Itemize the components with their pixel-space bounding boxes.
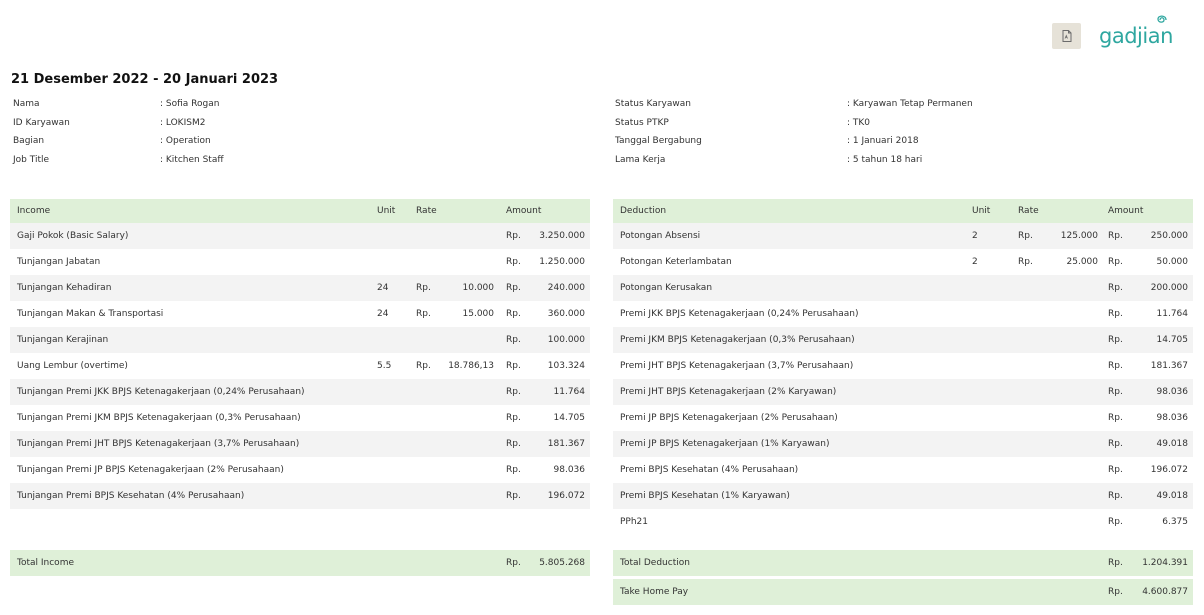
info-row bbox=[13, 135, 313, 154]
table-row bbox=[613, 379, 1193, 405]
currency-label: Rp. bbox=[506, 387, 521, 397]
item-name: Tunjangan Premi JP BPJS Ketenagakerjaan (2% Perusahaan) bbox=[17, 465, 284, 475]
item-amount: 11.764 bbox=[1156, 309, 1188, 319]
currency-label: Rp. bbox=[506, 309, 521, 319]
item-name: Tunjangan Premi JKK BPJS Ketenagakerjaan (0,24% Perusahaan) bbox=[17, 387, 305, 397]
item-amount: 49.018 bbox=[1156, 439, 1188, 449]
info-row bbox=[615, 117, 1015, 136]
unit-header: Unit bbox=[377, 206, 396, 216]
take-home-pay-row bbox=[613, 579, 1193, 605]
info-row bbox=[13, 154, 313, 173]
table-row bbox=[613, 301, 1193, 327]
item-amount: 14.705 bbox=[1156, 335, 1188, 345]
table-row bbox=[10, 379, 590, 405]
item-unit: 24 bbox=[377, 309, 389, 319]
currency-label: Rp. bbox=[1108, 491, 1123, 501]
item-rate: 18.786,13 bbox=[448, 361, 494, 371]
info-label: Status PTKP bbox=[615, 117, 669, 128]
currency-label: Rp. bbox=[1108, 517, 1123, 527]
currency-label: Rp. bbox=[1108, 439, 1123, 449]
currency-label: Rp. bbox=[1108, 413, 1123, 423]
currency-label: Rp. bbox=[1108, 387, 1123, 397]
item-amount: 250.000 bbox=[1150, 231, 1188, 241]
currency-label: Rp. bbox=[1108, 309, 1123, 319]
item-amount: 196.072 bbox=[1150, 465, 1188, 475]
table-row bbox=[613, 483, 1193, 509]
table-row bbox=[10, 457, 590, 483]
item-amount: 196.072 bbox=[547, 491, 585, 501]
info-row bbox=[615, 135, 1015, 154]
info-value: : LOKISM2 bbox=[160, 117, 206, 128]
info-label: Status Karyawan bbox=[615, 99, 691, 109]
currency-label: Rp. bbox=[506, 558, 521, 568]
currency-label: Rp. bbox=[506, 413, 521, 423]
currency-label: Rp. bbox=[506, 283, 521, 293]
item-name: PPh21 bbox=[620, 517, 649, 527]
info-row bbox=[615, 98, 1015, 117]
item-amount: 181.367 bbox=[547, 439, 585, 449]
total-income-row bbox=[10, 550, 590, 576]
currency-label: Rp. bbox=[416, 309, 431, 319]
table-row bbox=[10, 431, 590, 457]
currency-label: Rp. bbox=[506, 465, 521, 475]
total-deduction-row bbox=[613, 550, 1193, 576]
income-table bbox=[10, 199, 590, 509]
table-row bbox=[10, 301, 590, 327]
item-unit: 5.5 bbox=[377, 361, 392, 371]
item-name: Premi JP BPJS Ketenagakerjaan (2% Perusahaan) bbox=[620, 413, 838, 423]
info-value: : Sofia Rogan bbox=[160, 99, 220, 109]
item-amount: 98.036 bbox=[1156, 413, 1188, 423]
item-unit: 24 bbox=[377, 283, 389, 293]
deduction-table-header bbox=[613, 199, 1193, 223]
item-amount: 3.250.000 bbox=[539, 231, 585, 241]
item-name: Potongan Kerusakan bbox=[620, 283, 713, 293]
table-row bbox=[10, 353, 590, 379]
table-row bbox=[613, 249, 1193, 275]
info-value: : Kitchen Staff bbox=[160, 154, 224, 165]
amount-header: Amount bbox=[1108, 206, 1144, 216]
table-row bbox=[10, 405, 590, 431]
info-value: : TK0 bbox=[847, 117, 871, 128]
table-row bbox=[10, 327, 590, 353]
currency-label: Rp. bbox=[1108, 231, 1123, 241]
item-amount: 11.764 bbox=[553, 387, 585, 397]
item-name: Gaji Pokok (Basic Salary) bbox=[17, 231, 129, 241]
item-amount: 14.705 bbox=[553, 413, 585, 423]
item-name: Premi JHT BPJS Ketenagakerjaan (3,7% Perusahaan) bbox=[620, 361, 854, 371]
info-value: : Operation bbox=[160, 136, 211, 146]
info-value: : 5 tahun 18 hari bbox=[847, 154, 923, 165]
item-name: Premi BPJS Kesehatan (1% Karyawan) bbox=[620, 491, 790, 501]
item-name: Tunjangan Premi JKM BPJS Ketenagakerjaan (0,3% Perusahaan) bbox=[17, 413, 301, 423]
currency-label: Rp. bbox=[1108, 257, 1123, 267]
table-row bbox=[10, 223, 590, 249]
table-row bbox=[10, 275, 590, 301]
item-name: Premi JKK BPJS Ketenagakerjaan (0,24% Perusahaan) bbox=[620, 309, 859, 319]
item-amount: 6.375 bbox=[1162, 517, 1188, 527]
currency-label: Rp. bbox=[506, 335, 521, 345]
currency-label: Rp. bbox=[416, 361, 431, 371]
item-rate: 15.000 bbox=[462, 309, 494, 319]
currency-label: Rp. bbox=[506, 439, 521, 449]
item-amount: 98.036 bbox=[1156, 387, 1188, 397]
item-name: Tunjangan Premi BPJS Kesehatan (4% Perusahaan) bbox=[17, 491, 245, 501]
take-home-pay-amount: 4.600.877 bbox=[1142, 587, 1188, 597]
item-rate: 10.000 bbox=[462, 283, 494, 293]
pay-period-title: 21 Desember 2022 - 20 Januari 2023 bbox=[11, 72, 279, 87]
info-value: : 1 Januari 2018 bbox=[847, 136, 919, 146]
income-table-header bbox=[10, 199, 590, 223]
item-amount: 181.367 bbox=[1150, 361, 1188, 371]
table-row bbox=[613, 509, 1193, 535]
item-name: Potongan Absensi bbox=[620, 231, 701, 241]
currency-label: Rp. bbox=[506, 257, 521, 267]
rate-header: Rate bbox=[1018, 206, 1039, 216]
table-row bbox=[613, 431, 1193, 457]
total-income-label: Total Income bbox=[17, 558, 74, 568]
info-value: : Karyawan Tetap Permanen bbox=[847, 99, 973, 109]
table-row bbox=[613, 275, 1193, 301]
table-row bbox=[613, 327, 1193, 353]
currency-label: Rp. bbox=[416, 283, 431, 293]
item-name: Premi JKM BPJS Ketenagakerjaan (0,3% Perusahaan) bbox=[620, 335, 855, 345]
item-unit: 2 bbox=[972, 231, 978, 241]
employee-info-right bbox=[615, 98, 1015, 172]
item-name: Tunjangan Makan & Transportasi bbox=[17, 309, 164, 319]
info-label: Lama Kerja bbox=[615, 154, 666, 165]
item-amount: 49.018 bbox=[1156, 491, 1188, 501]
unit-header: Unit bbox=[972, 206, 991, 216]
item-name: Premi JP BPJS Ketenagakerjaan (1% Karyawan) bbox=[620, 439, 830, 449]
currency-label: Rp. bbox=[1018, 257, 1033, 267]
income-header: Income bbox=[17, 206, 51, 216]
item-name: Uang Lembur (overtime) bbox=[17, 361, 128, 371]
item-amount: 50.000 bbox=[1156, 257, 1188, 267]
pdf-file-icon bbox=[1062, 30, 1072, 42]
info-row bbox=[615, 154, 1015, 173]
gadjian-logo bbox=[1098, 14, 1182, 48]
table-row bbox=[10, 483, 590, 509]
info-label: Bagian bbox=[13, 136, 45, 146]
table-row bbox=[613, 353, 1193, 379]
logo-text: gadjian bbox=[1099, 24, 1173, 48]
currency-label: Rp. bbox=[1108, 465, 1123, 475]
item-name: Tunjangan Kerajinan bbox=[17, 335, 109, 345]
total-deduction-label: Total Deduction bbox=[620, 558, 690, 568]
take-home-pay-label: Take Home Pay bbox=[620, 587, 689, 597]
info-row bbox=[13, 117, 313, 136]
item-amount: 103.324 bbox=[547, 361, 585, 371]
item-amount: 240.000 bbox=[547, 283, 585, 293]
info-row bbox=[13, 98, 313, 117]
item-rate: 125.000 bbox=[1060, 231, 1098, 241]
deduction-header: Deduction bbox=[620, 206, 667, 216]
item-name: Premi JHT BPJS Ketenagakerjaan (2% Karyawan) bbox=[620, 387, 837, 397]
table-row bbox=[613, 223, 1193, 249]
download-pdf-button[interactable] bbox=[1052, 23, 1081, 49]
currency-label: Rp. bbox=[506, 491, 521, 501]
table-row bbox=[10, 249, 590, 275]
table-row bbox=[613, 405, 1193, 431]
info-label: ID Karyawan bbox=[13, 117, 70, 128]
currency-label: Rp. bbox=[1108, 283, 1123, 293]
item-amount: 98.036 bbox=[553, 465, 585, 475]
total-income-amount: 5.805.268 bbox=[539, 558, 585, 568]
currency-label: Rp. bbox=[506, 231, 521, 241]
item-amount: 100.000 bbox=[547, 335, 585, 345]
currency-label: Rp. bbox=[1018, 231, 1033, 241]
item-amount: 1.250.000 bbox=[539, 257, 585, 267]
info-label: Job Title bbox=[13, 154, 50, 165]
employee-info-left bbox=[13, 98, 313, 172]
item-name: Tunjangan Jabatan bbox=[17, 257, 101, 267]
rate-header: Rate bbox=[416, 206, 437, 216]
currency-label: Rp. bbox=[1108, 361, 1123, 371]
info-label: Tanggal Bergabung bbox=[615, 136, 702, 146]
item-amount: 200.000 bbox=[1150, 283, 1188, 293]
deduction-table bbox=[613, 199, 1193, 535]
table-row bbox=[613, 457, 1193, 483]
item-name: Premi BPJS Kesehatan (4% Perusahaan) bbox=[620, 465, 799, 475]
amount-header: Amount bbox=[506, 206, 542, 216]
currency-label: Rp. bbox=[1108, 558, 1123, 568]
currency-label: Rp. bbox=[1108, 587, 1123, 597]
item-name: Tunjangan Premi JHT BPJS Ketenagakerjaan (3,7% Perusahaan) bbox=[17, 439, 300, 449]
item-name: Tunjangan Kehadiran bbox=[17, 283, 112, 293]
item-rate: 25.000 bbox=[1066, 257, 1098, 267]
item-name: Potongan Keterlambatan bbox=[620, 257, 732, 267]
item-unit: 2 bbox=[972, 257, 978, 267]
item-amount: 360.000 bbox=[547, 309, 585, 319]
info-label: Nama bbox=[13, 99, 40, 109]
currency-label: Rp. bbox=[506, 361, 521, 371]
currency-label: Rp. bbox=[1108, 335, 1123, 345]
total-deduction-amount: 1.204.391 bbox=[1142, 558, 1188, 568]
